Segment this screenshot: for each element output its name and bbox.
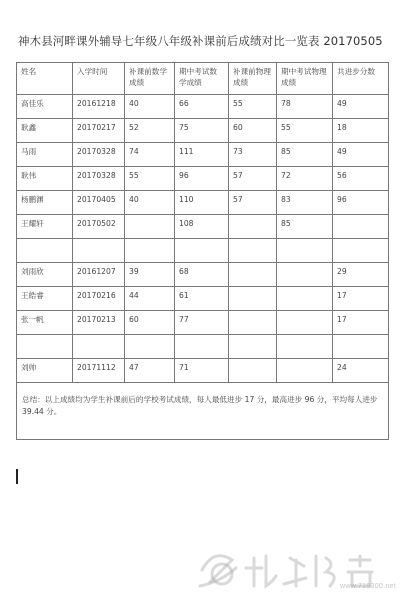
table-cell — [175, 239, 229, 263]
table-row — [17, 287, 389, 311]
table-row — [17, 167, 389, 191]
table-cell: 39 — [125, 263, 175, 287]
table-cell: 耿鑫 — [17, 119, 73, 143]
table-cell: 57 — [229, 167, 277, 191]
table-cell — [125, 215, 175, 239]
summary-text: 总结：以上成绩均为学生补课前后的学校考试成绩，每人最低进步 17 分，最高进步 96 分，平均每人进步 39.44 分。 — [17, 383, 389, 440]
header-cell: 补课前数学成绩 — [125, 63, 175, 95]
table-row — [17, 263, 389, 287]
table-cell: 55 — [125, 167, 175, 191]
table-cell: 49 — [333, 143, 389, 167]
table-cell: 56 — [333, 167, 389, 191]
table-cell — [333, 335, 389, 359]
table-cell: 55 — [277, 119, 333, 143]
text-cursor — [16, 469, 18, 484]
table-cell: 王耀轩 — [17, 215, 73, 239]
header-cell: 姓名 — [17, 63, 73, 95]
header-cell: 补课前物理成绩 — [229, 63, 277, 95]
table-cell — [277, 335, 333, 359]
table-cell — [333, 239, 389, 263]
table-row — [17, 359, 389, 383]
table-cell: 96 — [333, 191, 389, 215]
table-cell: 108 — [175, 215, 229, 239]
table-cell: 20161218 — [73, 95, 125, 119]
score-comparison-table — [16, 62, 389, 440]
table-cell: 张一帆 — [17, 311, 73, 335]
table-cell — [277, 239, 333, 263]
table-row — [17, 311, 389, 335]
table-cell — [277, 311, 333, 335]
table-cell: 96 — [175, 167, 229, 191]
table-row — [17, 239, 389, 263]
table-cell: 44 — [125, 287, 175, 311]
table-cell: 49 — [333, 95, 389, 119]
table-cell: 40 — [125, 95, 175, 119]
table-cell: 61 — [175, 287, 229, 311]
table-row — [17, 119, 389, 143]
table-cell: 73 — [229, 143, 277, 167]
table-cell: 66 — [175, 95, 229, 119]
table-cell — [175, 335, 229, 359]
table-cell: 60 — [229, 119, 277, 143]
table-cell — [277, 263, 333, 287]
table-row — [17, 191, 389, 215]
table-cell: 17 — [333, 287, 389, 311]
table-cell: 24 — [333, 359, 389, 383]
table-cell: 刘帅 — [17, 359, 73, 383]
table-cell — [125, 335, 175, 359]
table-row — [17, 215, 389, 239]
table-cell: 78 — [277, 95, 333, 119]
header-cell: 共进步分数 — [333, 63, 389, 95]
watermark-url: www.719300.net — [340, 583, 396, 590]
table-cell — [333, 215, 389, 239]
table-row — [17, 335, 389, 359]
table-cell: 40 — [125, 191, 175, 215]
table-cell — [229, 263, 277, 287]
table-cell: 68 — [175, 263, 229, 287]
table-cell: 77 — [175, 311, 229, 335]
table-cell: 75 — [175, 119, 229, 143]
table-cell: 耿伟 — [17, 167, 73, 191]
table-cell: 马雨 — [17, 143, 73, 167]
watermark-logo-icon — [192, 540, 402, 600]
table-cell — [229, 311, 277, 335]
table-cell — [73, 335, 125, 359]
header-cell: 入学时间 — [73, 63, 125, 95]
table-cell: 29 — [333, 263, 389, 287]
table-cell: 72 — [277, 167, 333, 191]
table-cell: 111 — [175, 143, 229, 167]
table-cell: 71 — [175, 359, 229, 383]
table-cell: 55 — [229, 95, 277, 119]
table-cell: 20170213 — [73, 311, 125, 335]
page-title: 神木县河畔课外辅导七年级八年级补课前后成绩对比一览表 20170505 — [18, 34, 383, 48]
table-cell — [229, 335, 277, 359]
table-cell — [17, 239, 73, 263]
table-cell: 52 — [125, 119, 175, 143]
table-cell: 20170328 — [73, 143, 125, 167]
table-cell: 60 — [125, 311, 175, 335]
table-cell — [229, 215, 277, 239]
table-cell: 20161207 — [73, 263, 125, 287]
table-cell: 杨鹏渊 — [17, 191, 73, 215]
table-cell: 高佳乐 — [17, 95, 73, 119]
table-cell — [229, 287, 277, 311]
summary-row — [17, 383, 389, 440]
table-row — [17, 95, 389, 119]
table-cell: 20170217 — [73, 119, 125, 143]
table-cell: 83 — [277, 191, 333, 215]
table-cell — [277, 287, 333, 311]
table-header-row — [17, 63, 389, 95]
table-cell: 18 — [333, 119, 389, 143]
table-cell — [125, 239, 175, 263]
table-cell: 57 — [229, 191, 277, 215]
table-cell: 刘雨欣 — [17, 263, 73, 287]
table-cell: 47 — [125, 359, 175, 383]
table-cell — [229, 359, 277, 383]
site-watermark — [192, 540, 402, 600]
table-cell — [277, 359, 333, 383]
table-cell: 20170216 — [73, 287, 125, 311]
table-cell: 20171112 — [73, 359, 125, 383]
table-cell: 王皓睿 — [17, 287, 73, 311]
table-cell: 110 — [175, 191, 229, 215]
header-cell: 期中考试数学成绩 — [175, 63, 229, 95]
table-cell: 20170328 — [73, 167, 125, 191]
table-cell — [73, 239, 125, 263]
table-cell: 17 — [333, 311, 389, 335]
table-cell: 85 — [277, 143, 333, 167]
table-cell: 85 — [277, 215, 333, 239]
table-cell: 20170405 — [73, 191, 125, 215]
table-cell: 20170502 — [73, 215, 125, 239]
table-row — [17, 143, 389, 167]
table-cell — [17, 335, 73, 359]
table-cell — [229, 239, 277, 263]
header-cell: 期中考试物理成绩 — [277, 63, 333, 95]
table-cell: 74 — [125, 143, 175, 167]
